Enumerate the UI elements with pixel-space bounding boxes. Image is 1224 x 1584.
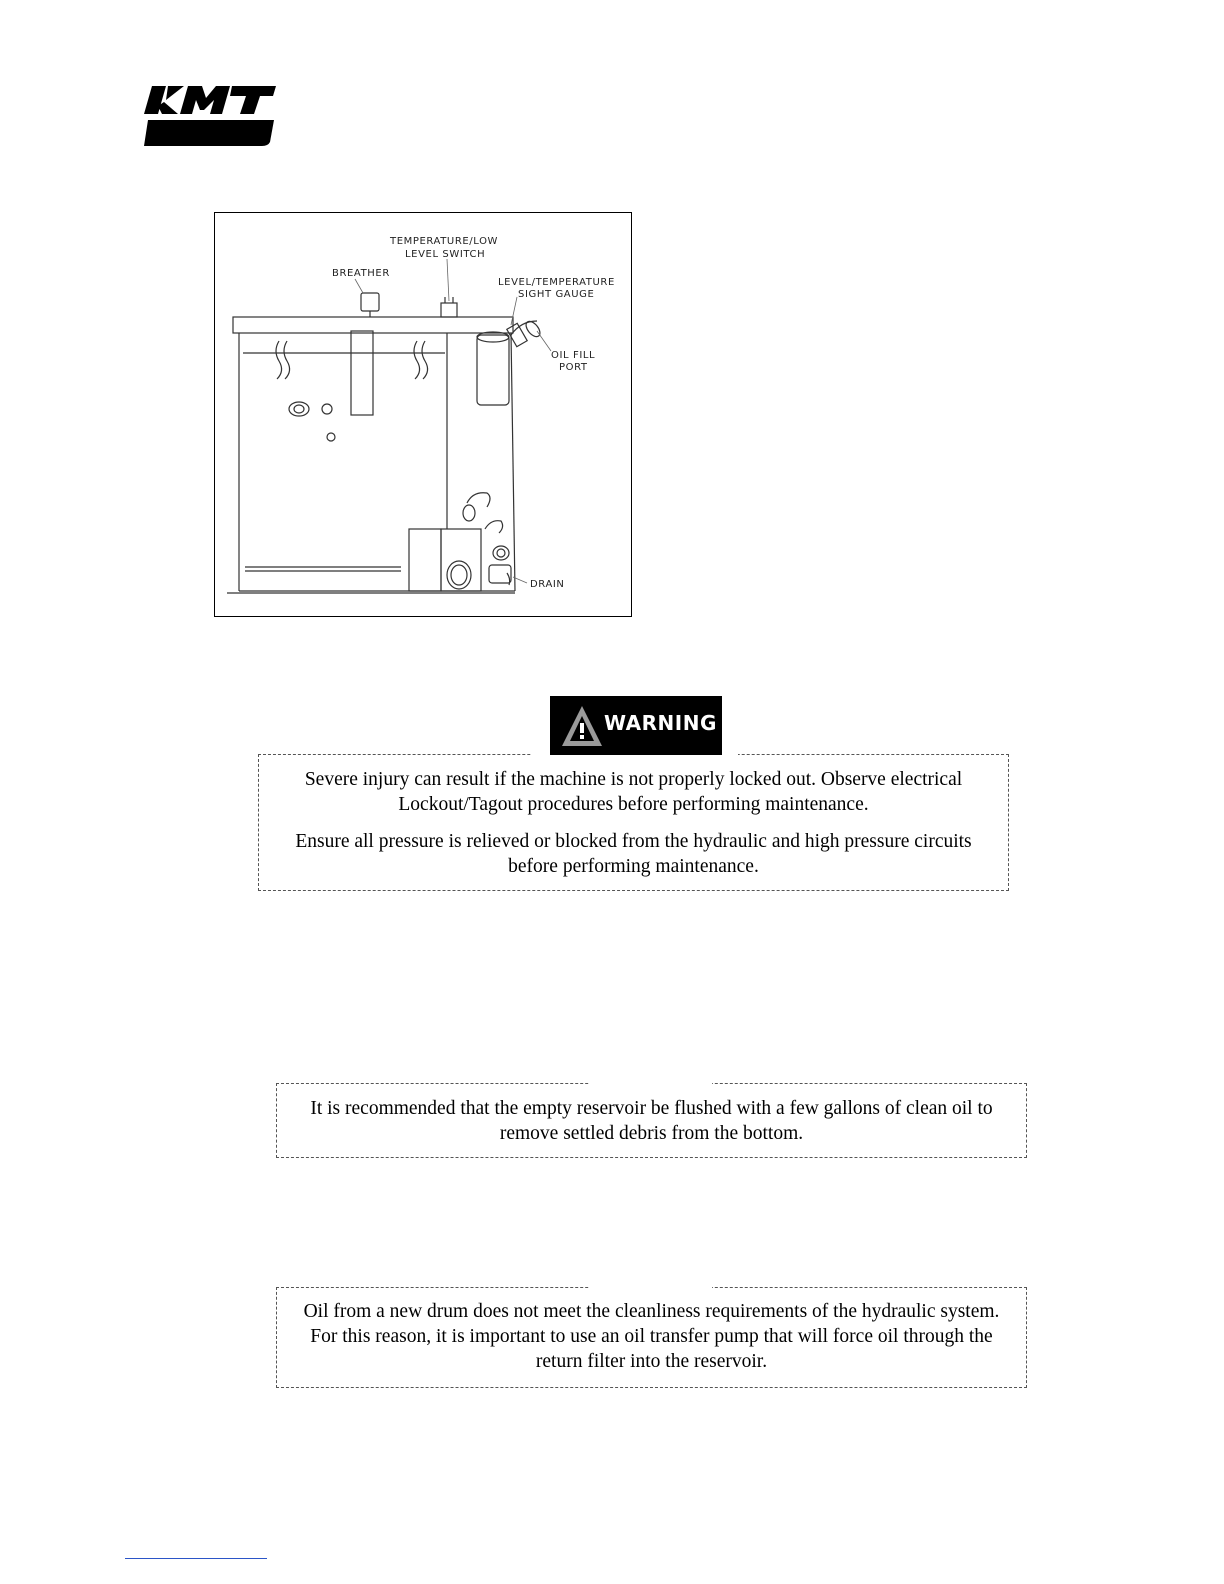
warning-box [258, 754, 1009, 891]
reservoir-drawing [215, 213, 631, 616]
label-temp-switch-2: LEVEL SWITCH [405, 249, 486, 260]
logo-text: KMT [140, 84, 143, 85]
sight-gauge [477, 335, 509, 405]
label-sight-gauge-1: LEVEL/TEMPERATURE [498, 277, 615, 288]
note-1-border-gap [590, 1080, 712, 1086]
note-1-text: It is recommended that the empty reservoir be flushed with a few gallons of clean oil to remove settled debris from the bottom. [310, 1098, 993, 1144]
kmt-logo-graphic [140, 84, 280, 150]
label-temp-switch-1: TEMPERATURE/LOW [390, 236, 499, 247]
warning-paragraph-1: Severe injury can result if the machine is not properly locked out. Observe electrical Lockout/Tagout procedures before performing maintenance. [304, 769, 963, 815]
warning-badge [550, 696, 722, 755]
note-box-2 [276, 1287, 1027, 1388]
label-drain: DRAIN [530, 579, 565, 590]
label-oil-fill-2: PORT [559, 362, 588, 373]
pump-box [409, 529, 441, 591]
kmt-logo [140, 84, 280, 150]
bracket [351, 331, 373, 415]
breather [361, 293, 379, 311]
footer-rule [125, 1558, 267, 1559]
label-sight-gauge-2: SIGHT GAUGE [518, 289, 595, 300]
warning-paragraph-2: Ensure all pressure is relieved or blocked from the hydraulic and high pressure circuits before performing maintenance. [295, 831, 972, 877]
warning-label: WARNING [604, 711, 717, 735]
temperature-low-level-switch [441, 303, 457, 317]
note-2-border-gap [590, 1284, 712, 1290]
label-oil-fill-1: OIL FILL [551, 350, 596, 361]
reservoir-diagram [214, 212, 632, 617]
tank-right-wall [511, 333, 515, 591]
warning-triangle-icon [560, 703, 604, 749]
note-2-text: Oil from a new drum does not meet the cleanliness requirements of the hydraulic system. For this reason, it is important to use an oil transfer pump that will force oil through the return filter into the reservoir. [303, 1301, 1000, 1372]
label-breather: BREATHER [332, 268, 390, 279]
note-box-1 [276, 1083, 1027, 1158]
